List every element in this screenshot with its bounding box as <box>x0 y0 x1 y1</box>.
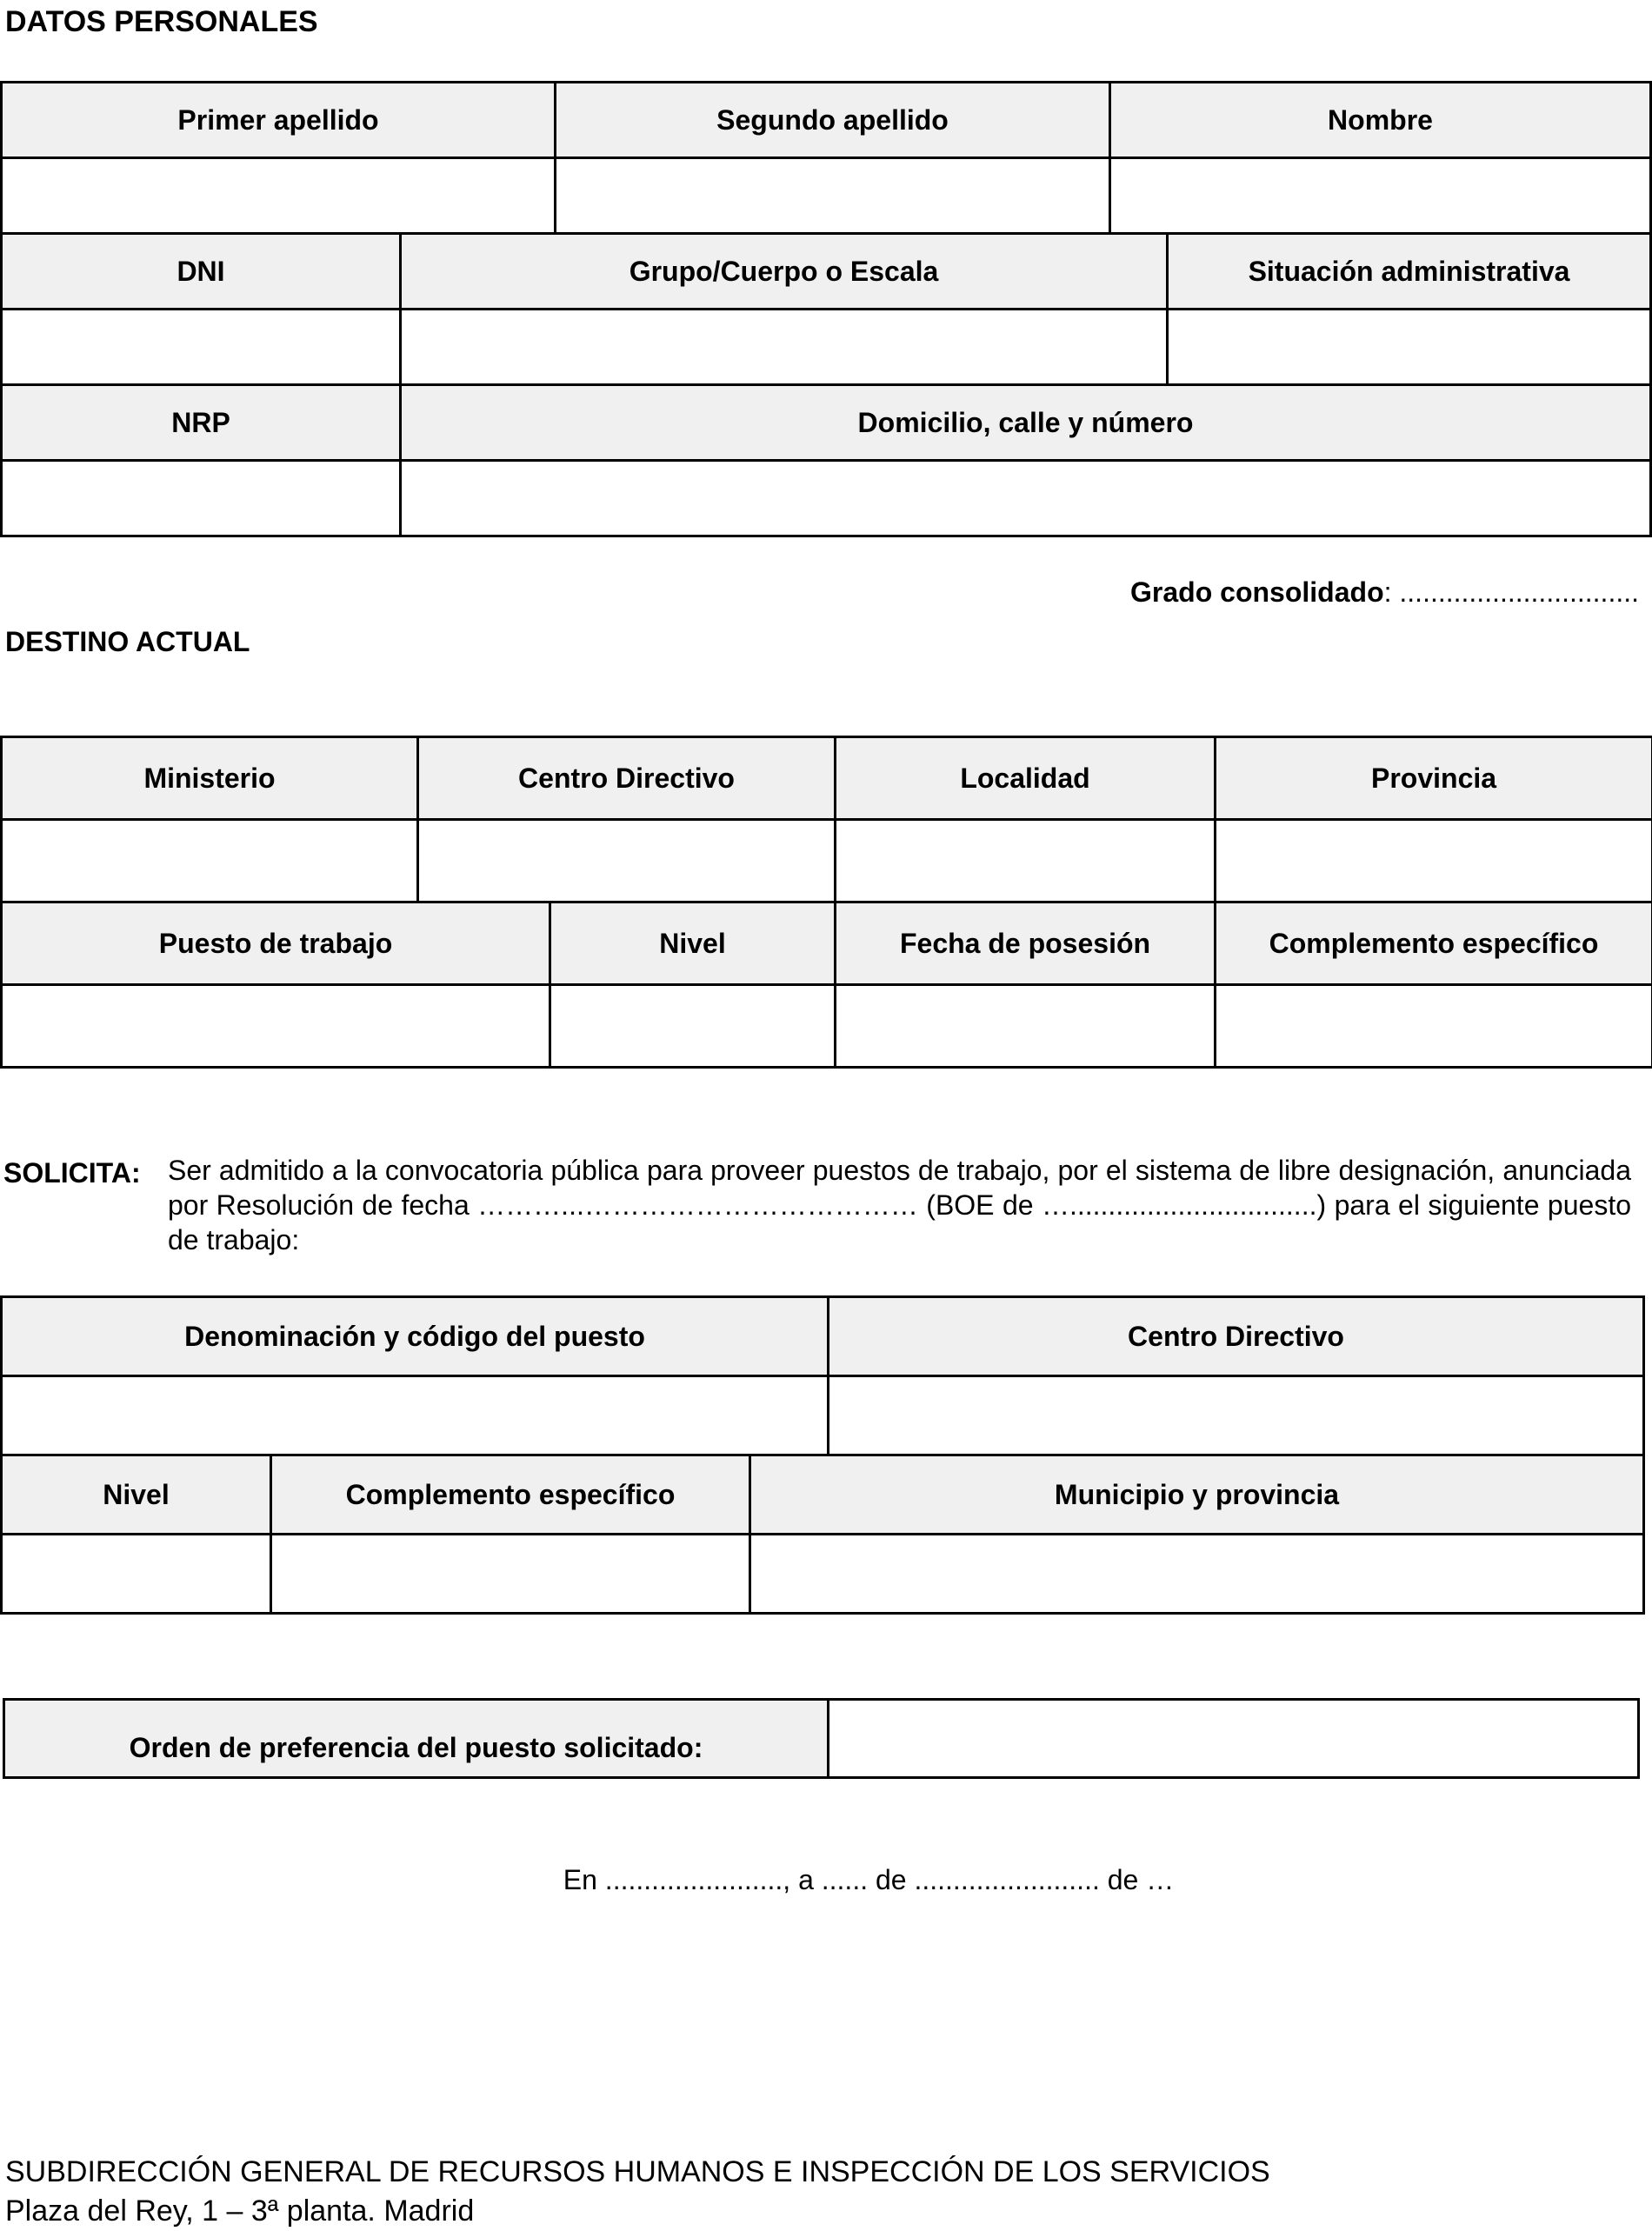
provincia-label: Provincia <box>1216 737 1652 820</box>
nivel-label: Nivel <box>550 902 836 985</box>
centro-directivo-solicitado-field[interactable] <box>829 1376 1644 1455</box>
complemento-especifico-label: Complemento específico <box>1216 902 1652 985</box>
destino-actual-title: DESTINO ACTUAL <box>5 626 250 657</box>
solicita-text: Ser admitido a la convocatoria pública para proveer puestos de trabajo, por el sistema de libre designación, anunciada por Resolución de fecha ………...……………………………… (BOE de …................................) para el siguiente puesto de trabajo: <box>168 1155 1631 1255</box>
localidad-label: Localidad <box>836 737 1216 820</box>
situacion-label: Situación administrativa <box>1168 234 1651 310</box>
ministerio-label: Ministerio <box>2 737 418 820</box>
situacion-field[interactable] <box>1168 310 1651 385</box>
puesto-solicitado-table <box>0 1295 1645 1615</box>
puesto-trabajo-field[interactable] <box>2 985 550 1068</box>
fecha-posesion-label: Fecha de posesión <box>836 902 1216 985</box>
nivel-solicitado-label: Nivel <box>2 1455 271 1535</box>
nombre-label: Nombre <box>1110 83 1651 158</box>
centro-directivo-label: Centro Directivo <box>418 737 836 820</box>
complemento-especifico-field[interactable] <box>1216 985 1652 1068</box>
nrp-field[interactable] <box>2 461 401 536</box>
grupo-label: Grupo/Cuerpo o Escala <box>401 234 1168 310</box>
denominacion-puesto-label: Denominación y código del puesto <box>2 1297 829 1376</box>
footer-organismo: SUBDIRECCIÓN GENERAL DE RECURSOS HUMANOS E INSPECCIÓN DE LOS SERVICIOS <box>5 2155 1270 2188</box>
orden-preferencia-table <box>3 1698 1640 1779</box>
centro-directivo-solicitado-label: Centro Directivo <box>829 1297 1644 1376</box>
complemento-solicitado-field[interactable] <box>271 1535 750 1614</box>
nivel-solicitado-field[interactable] <box>2 1535 271 1614</box>
solicita-label: SOLICITA: <box>3 1157 141 1189</box>
grado-consolidado-dots: : ............................... <box>1383 576 1639 608</box>
segundo-apellido-field[interactable] <box>556 158 1110 234</box>
provincia-field[interactable] <box>1216 820 1652 902</box>
nivel-field[interactable] <box>550 985 836 1068</box>
footer-direccion: Plaza del Rey, 1 – 3ª planta. Madrid <box>5 2194 475 2228</box>
fecha-posesion-field[interactable] <box>836 985 1216 1068</box>
grado-consolidado-label: Grado consolidado <box>1130 576 1384 608</box>
municipio-provincia-label: Municipio y provincia <box>750 1455 1644 1535</box>
domicilio-field[interactable] <box>401 461 1651 536</box>
complemento-solicitado-label: Complemento específico <box>271 1455 750 1535</box>
dni-field[interactable] <box>2 310 401 385</box>
puesto-trabajo-label: Puesto de trabajo <box>2 902 550 985</box>
orden-preferencia-label: Orden de preferencia del puesto solicitado: <box>4 1700 829 1778</box>
nrp-label: NRP <box>2 385 401 461</box>
datos-personales-table <box>0 81 1652 537</box>
denominacion-puesto-field[interactable] <box>2 1376 829 1455</box>
segundo-apellido-label: Segundo apellido <box>556 83 1110 158</box>
municipio-provincia-field[interactable] <box>750 1535 1644 1614</box>
lugar-fecha: En ......................., a ...... de ........................ de … <box>563 1864 1175 1895</box>
destino-actual-table <box>0 736 1652 1069</box>
ministerio-field[interactable] <box>2 820 418 902</box>
datos-personales-title: DATOS PERSONALES <box>5 5 318 38</box>
localidad-field[interactable] <box>836 820 1216 902</box>
grupo-field[interactable] <box>401 310 1168 385</box>
primer-apellido-field[interactable] <box>2 158 556 234</box>
domicilio-label: Domicilio, calle y número <box>401 385 1651 461</box>
primer-apellido-label: Primer apellido <box>2 83 556 158</box>
dni-label: DNI <box>2 234 401 310</box>
centro-directivo-field[interactable] <box>418 820 836 902</box>
grado-consolidado <box>869 576 1639 609</box>
orden-preferencia-field[interactable] <box>829 1700 1639 1778</box>
nombre-field[interactable] <box>1110 158 1651 234</box>
